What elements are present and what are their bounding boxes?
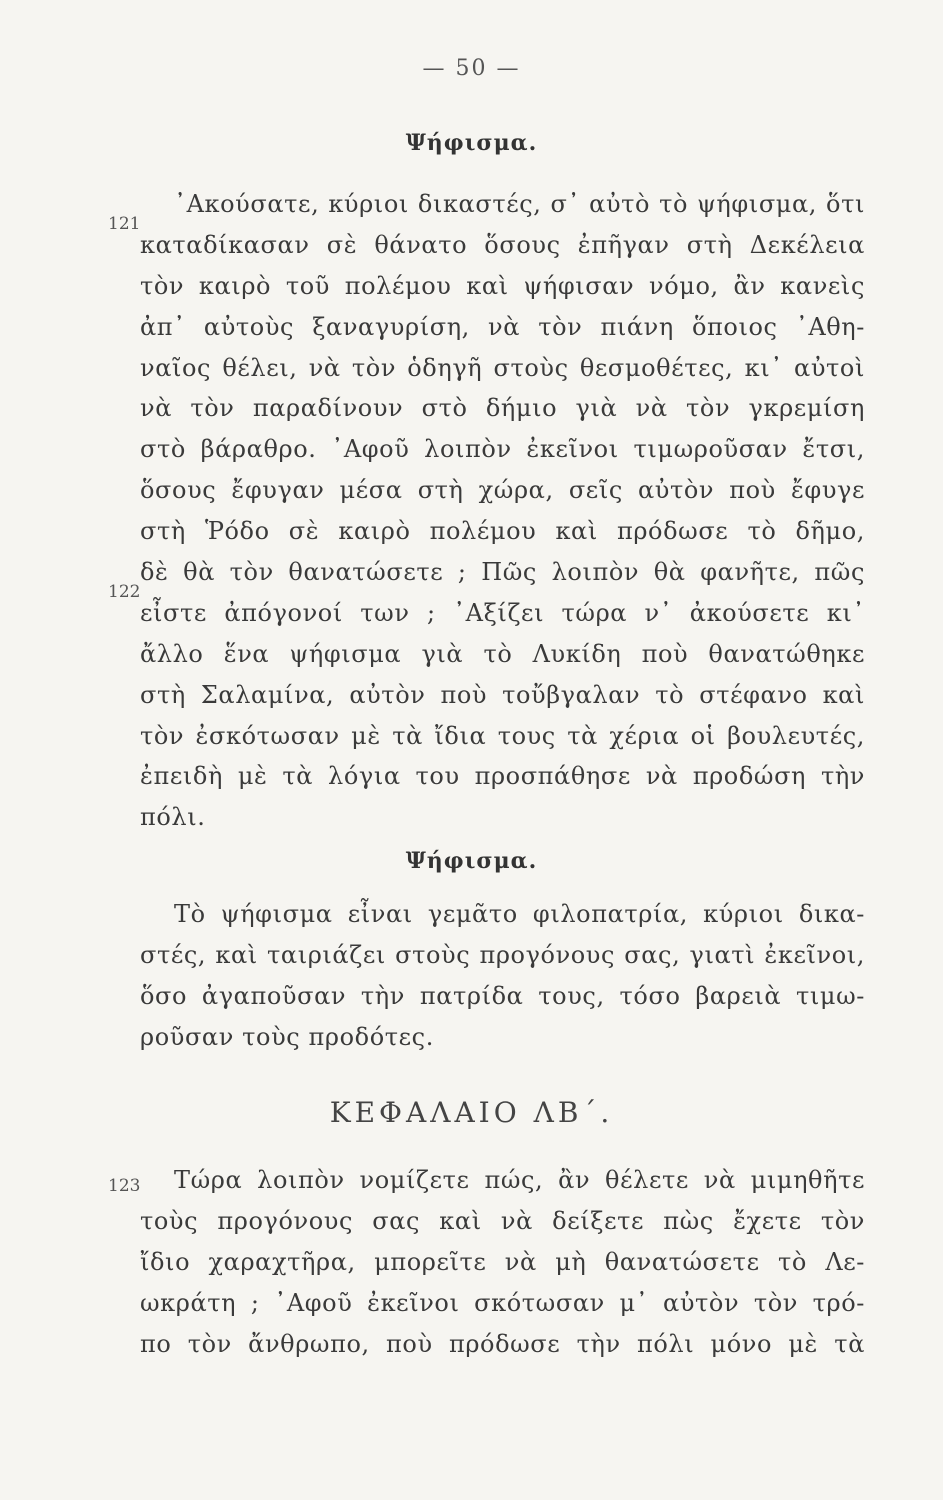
text-line: τὸν καιρὸ τοῦ πολέμου καὶ ψήφισαν νόμο, ἂν κανεὶς [140, 271, 865, 300]
text-line: τοὺς προγόνους σας καὶ νὰ δείξετε πὼς ἔχετε τὸν [140, 1206, 865, 1235]
text-line: πόλι. [140, 803, 206, 832]
text-line: ἀπ᾿ αὐτοὺς ξαναγυρίση, νὰ τὸν πιάνη ὅποιος ᾿Αθη- [140, 312, 865, 341]
paragraph-123 [140, 1160, 865, 1364]
text-line: νὰ τὸν παραδίνουν στὸ δήμιο γιὰ νὰ τὸν γκρεμίση [140, 394, 865, 423]
text-line: τὸν ἐσκότωσαν μὲ τὰ ἴδια τους τὰ χέρια οἱ βουλευτές, [140, 721, 865, 750]
text-line: ωκράτη ; ᾿Αφοῦ ἐκεῖνοι σκότωσαν μ᾿ αὐτὸν τὸν τρό- [140, 1288, 865, 1317]
text-line: ἐπειδὴ μὲ τὰ λόγια του προσπάθησε νὰ προδώση τὴν [140, 762, 865, 791]
page-number: — 50 — [422, 56, 521, 81]
text-line: ὅσο ἀγαποῦσαν τὴν πατρίδα τους, τόσο βαρειὰ τιμω- [140, 981, 865, 1010]
text-line: ᾿Ακούσατε, κύριοι δικαστές, σ᾿ αὐτὸ τὸ ψήφισμα, ὅτι [174, 190, 865, 218]
text-line: καταδίκασαν σὲ θάνατο ὅσους ἐπῆγαν στὴ Δεκέλεια [140, 230, 865, 259]
text-line: στές, καὶ ταιριάζει στοὺς προγόνους σας, γιατὶ ἐκεῖνοι, [140, 940, 865, 969]
section-number-122: 122 [108, 582, 141, 602]
section-number-121: 121 [108, 214, 141, 234]
text-line: εἶστε ἀπόγονοί των ; ᾿Αξίζει τώρα ν᾿ ἀκούσετε κι᾿ [140, 598, 865, 627]
paragraph-121 [140, 184, 865, 838]
paragraph-decree-comment [140, 894, 865, 1058]
chapter-heading: ΚΕΦΑΛΑΙΟ ΛΒ΄. [329, 1096, 614, 1129]
text-line: Τώρα λοιπὸν νομίζετε πώς, ἂν θέλετε νὰ μιμηθῆτε [174, 1166, 865, 1194]
decree-heading: Ψήφισμα. [405, 130, 538, 156]
text-line: ὅσους ἔφυγαν μέσα στὴ χώρα, σεῖς αὐτὸν ποὺ ἔφυγε [140, 476, 865, 505]
text-line: δὲ θὰ τὸν θανατώσετε ; Πῶς λοιπὸν θὰ φανῆτε, πῶς [140, 558, 865, 587]
text-line: Τὸ ψήφισμα εἶναι γεμᾶτο φιλοπατρία, κύριοι δικα- [174, 900, 865, 928]
text-line: στὴ Ῥόδο σὲ καιρὸ πολέμου καὶ πρόδωσε τὸ δῆμο, [140, 517, 865, 546]
text-line: ἴδιο χαραχτῆρα, μπορεῖτε νὰ μὴ θανατώσετε τὸ Λε- [140, 1247, 865, 1276]
text-line: ναῖος θέλει, νὰ τὸν ὁδηγῆ στοὺς θεσμοθέτες, κι᾿ αὐτοὶ [140, 353, 865, 382]
section-number-123: 123 [108, 1176, 141, 1196]
text-line: ροῦσαν τοὺς προδότες. [140, 1022, 434, 1051]
text-line: στὸ βάραθρο. ᾿Αφοῦ λοιπὸν ἐκεῖνοι τιμωροῦσαν ἔτσι, [140, 435, 865, 464]
text-line: ἄλλο ἕνα ψήφισμα γιὰ τὸ Λυκίδη ποὺ θανατώθηκε [140, 639, 865, 668]
text-line: στὴ Σαλαμίνα, αὐτὸν ποὺ τοὔβγαλαν τὸ στέφανο καὶ [140, 680, 865, 709]
decree-heading-2: Ψήφισμα. [405, 848, 538, 874]
text-line: πο τὸν ἄνθρωπο, ποὺ πρόδωσε τὴν πόλι μόνο μὲ τὰ [140, 1329, 865, 1358]
